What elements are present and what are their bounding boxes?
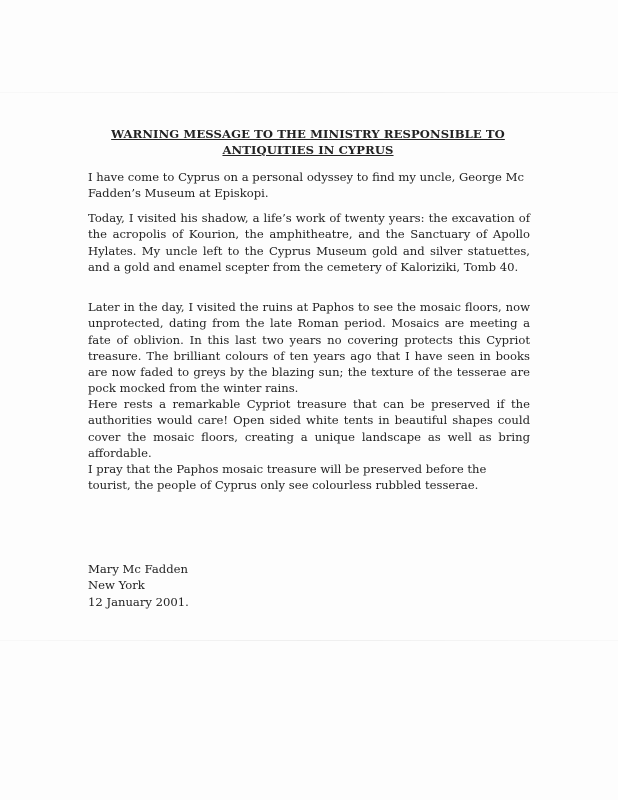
signature-date: 12 January 2001.: [88, 594, 189, 609]
paragraph-closing: I pray that the Paphos mosaic treasure will be preserved before the tourist, the people of Cyprus only see colourless rubbled tesserae.: [88, 462, 487, 493]
paper-fold-line: [0, 92, 618, 93]
paragraph-proposal: Here rests a remarkable Cypriot treasure that can be preserved if the authorities would care! Open sided white tents in beautiful shapes could cover the mosaic floors, creating a unique landscape as well as bring affordable.: [88, 397, 530, 460]
signature-name: Mary Mc Fadden: [88, 562, 188, 576]
letter-heading: WARNING MESSAGE TO THE MINISTRY RESPONSIBLE TO ANTIQUITIES IN CYPRUS: [111, 127, 505, 157]
paper-fold-line: [0, 640, 618, 641]
signature-city: New York: [88, 578, 145, 593]
signature-block: [88, 561, 189, 610]
paragraph-kourion: Today, I visited his shadow, a life’s work of twenty years: the excavation of the acropolis of Kourion, the amphitheatre, and the Sanctuary of Apollo Hylates. My uncle left to the Cyprus Museum gold and silver statuettes, and a gold and enamel scepter from the cemetery of Kaloriziki, Tomb 40.: [88, 211, 530, 274]
paragraph-intro: I have come to Cyprus on a personal odyssey to find my uncle, George Mc Fadden’s Museum at Episkopi.: [88, 170, 524, 201]
paragraph-paphos: Later in the day, I visited the ruins at Paphos to see the mosaic floors, now unprotected, dating from the late Roman period. Mosaics are meeting a fate of oblivion. In this last two years no covering protects this Cypriot treasure. The brilliant colours of ten years ago that I have seen in books are now faded to greys by the blazing sun; the texture of the tesserae are pock mocked from the winter rains.: [88, 300, 530, 396]
